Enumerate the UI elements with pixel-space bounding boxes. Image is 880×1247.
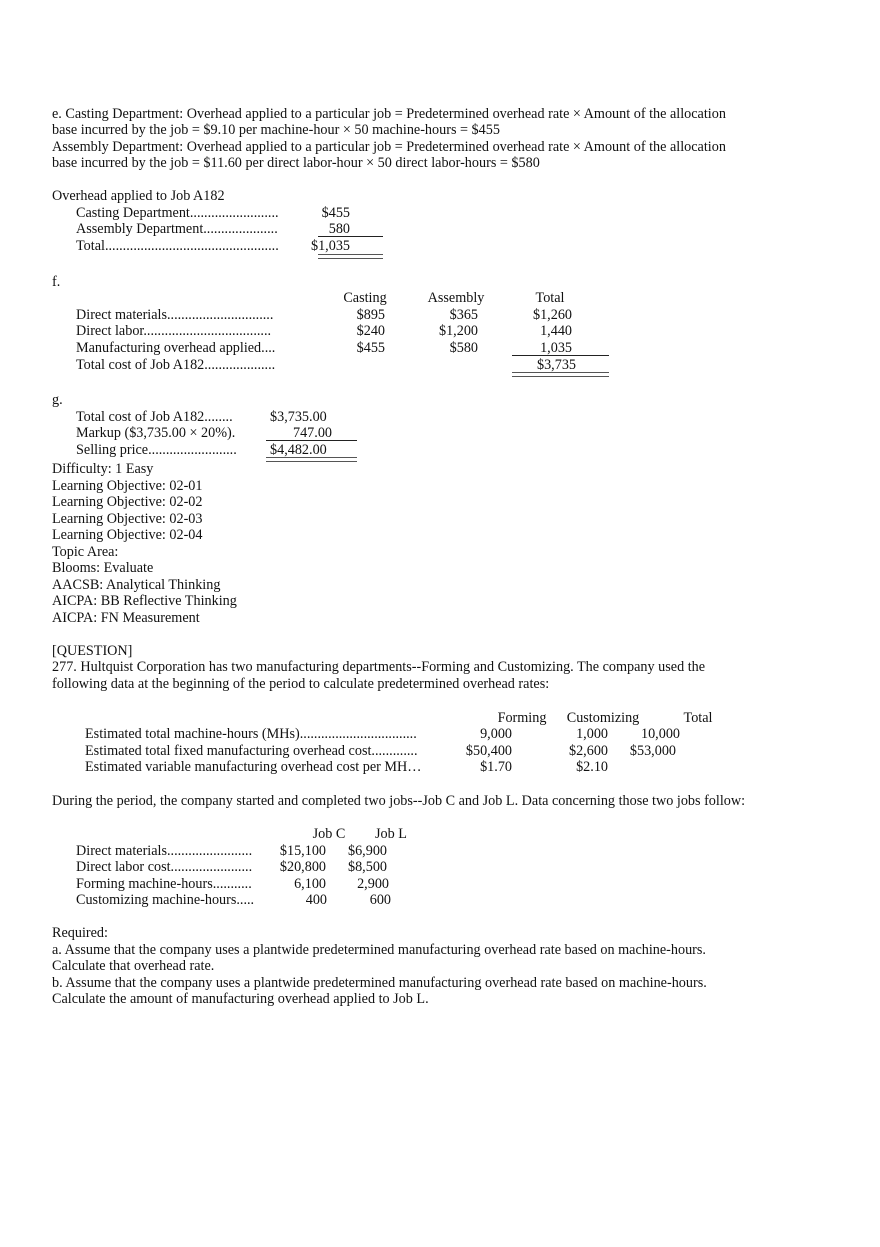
- col-header-casting: Casting: [343, 290, 387, 306]
- col-header-job-l: Job L: [375, 826, 407, 842]
- part-e-line-4: base incurred by the job = $11.60 per direct labor-hour × 50 direct labor-hours = $580: [52, 155, 540, 171]
- question-line-1: 277. Hultquist Corporation has two manufacturing departments--Forming and Customizing. The company used the: [52, 659, 706, 675]
- rates-row-label: Estimated total fixed manufacturing overhead cost.............: [85, 743, 418, 759]
- subtotal-rule: [318, 236, 383, 237]
- total-value: $1,035: [310, 238, 350, 254]
- col-header-assembly: Assembly: [427, 290, 485, 306]
- g-row-label: Selling price.........................: [76, 442, 237, 458]
- jobs-intro: During the period, the company started and completed two jobs--Job C and Job L. Data concerning those two jobs follow:: [52, 793, 746, 809]
- jobs-row-l: 2,900: [357, 876, 389, 892]
- learning-objective: Learning Objective: 02-03: [52, 511, 203, 527]
- jobs-row-label: Direct materials........................: [76, 843, 253, 859]
- jobs-row-c: $15,100: [279, 843, 326, 859]
- f-row-label: Total cost of Job A182....................: [76, 357, 276, 373]
- f-row-casting: $240: [356, 323, 385, 339]
- casting-dept-label: Casting Department.........................: [76, 205, 279, 221]
- jobs-row-label: Forming machine-hours...........: [76, 876, 252, 892]
- required-a-line-2: Calculate that overhead rate.: [52, 958, 215, 974]
- rates-row-label: Estimated variable manufacturing overhead cost per MH…: [85, 759, 422, 775]
- col-header-total: Total: [683, 710, 713, 726]
- rates-row-forming: $50,400: [465, 743, 512, 759]
- f-row-total: $3,735: [536, 357, 576, 373]
- learning-objective: Learning Objective: 02-01: [52, 478, 203, 494]
- rates-row-total: $53,000: [629, 743, 676, 759]
- rates-row-customizing: 1,000: [576, 726, 608, 742]
- rates-row-forming: 9,000: [480, 726, 512, 742]
- f-row-assembly: $365: [449, 307, 478, 323]
- part-g-marker: g.: [52, 392, 63, 408]
- jobs-row-label: Direct labor cost.......................: [76, 859, 253, 875]
- total-double-rule: [318, 254, 383, 259]
- required-heading: Required:: [52, 925, 108, 941]
- f-row-total: 1,440: [540, 323, 572, 339]
- casting-dept-value: $455: [321, 205, 350, 221]
- jobs-row-l: $6,900: [347, 843, 387, 859]
- topic-area: Topic Area:: [52, 544, 119, 560]
- required-a-line-1: a. Assume that the company uses a plantwide predetermined manufacturing overhead rate based on machine-hours.: [52, 942, 706, 958]
- question-line-2: following data at the beginning of the period to calculate predetermined overhead rates:: [52, 676, 550, 692]
- jobs-row-label: Customizing machine-hours.....: [76, 892, 255, 908]
- aacsb: AACSB: Analytical Thinking: [52, 577, 221, 593]
- total-label: Total.................................................: [76, 238, 279, 254]
- part-f-marker: f.: [52, 274, 61, 290]
- g-row-value: $4,482.00: [270, 442, 327, 458]
- f-total-double-rule: [512, 372, 609, 377]
- jobs-row-c: 400: [305, 892, 327, 908]
- rates-row-label: Estimated total machine-hours (MHs).................................: [85, 726, 417, 742]
- f-row-label: Manufacturing overhead applied....: [76, 340, 276, 356]
- required-b-line-1: b. Assume that the company uses a plantwide predetermined manufacturing overhead rate based on machine-hours.: [52, 975, 707, 991]
- rates-row-customizing: $2,600: [568, 743, 608, 759]
- g-row-value: $3,735.00: [270, 409, 327, 425]
- f-row-casting: $455: [356, 340, 385, 356]
- col-header-forming: Forming: [497, 710, 547, 726]
- assembly-dept-label: Assembly Department.....................: [76, 221, 278, 237]
- g-row-label: Markup ($3,735.00 × 20%).: [76, 425, 236, 441]
- g-row-value: 747.00: [292, 425, 332, 441]
- f-subtotal-rule: [512, 355, 609, 356]
- part-e-line-3: Assembly Department: Overhead applied to a particular job = Predetermined overhead rate × Amount of the allocation: [52, 139, 726, 155]
- g-total-double-rule: [266, 457, 357, 462]
- col-header-job-c: Job C: [312, 826, 346, 842]
- learning-objective: Learning Objective: 02-04: [52, 527, 203, 543]
- jobs-row-c: 6,100: [294, 876, 326, 892]
- g-subtotal-rule: [266, 440, 357, 441]
- jobs-row-l: $8,500: [347, 859, 387, 875]
- overhead-applied-heading: Overhead applied to Job A182: [52, 188, 225, 204]
- f-row-label: Direct labor....................................: [76, 323, 272, 339]
- aicpa-fn: AICPA: FN Measurement: [52, 610, 200, 626]
- f-row-casting: $895: [356, 307, 385, 323]
- col-header-total: Total: [535, 290, 565, 306]
- f-row-assembly: $1,200: [438, 323, 478, 339]
- learning-objective: Learning Objective: 02-02: [52, 494, 203, 510]
- rates-row-customizing: $2.10: [576, 759, 608, 775]
- question-tag: [QUESTION]: [52, 643, 133, 659]
- part-e-line-2: base incurred by the job = $9.10 per machine-hour × 50 machine-hours = $455: [52, 122, 500, 138]
- rates-row-total: 10,000: [640, 726, 680, 742]
- jobs-row-l: 600: [369, 892, 391, 908]
- rates-row-forming: $1.70: [480, 759, 512, 775]
- f-row-total: 1,035: [540, 340, 572, 356]
- blooms: Blooms: Evaluate: [52, 560, 154, 576]
- g-row-label: Total cost of Job A182........: [76, 409, 233, 425]
- part-e-line-1: e. Casting Department: Overhead applied to a particular job = Predetermined overhead rate × Amount of the allocation: [52, 106, 726, 122]
- assembly-dept-value: 580: [328, 221, 350, 237]
- col-header-customizing: Customizing: [566, 710, 640, 726]
- aicpa-bb: AICPA: BB Reflective Thinking: [52, 593, 237, 609]
- f-row-assembly: $580: [449, 340, 478, 356]
- f-row-label: Direct materials..............................: [76, 307, 274, 323]
- difficulty: Difficulty: 1 Easy: [52, 461, 154, 477]
- required-b-line-2: Calculate the amount of manufacturing overhead applied to Job L.: [52, 991, 429, 1007]
- jobs-row-c: $20,800: [279, 859, 326, 875]
- f-row-total: $1,260: [532, 307, 572, 323]
